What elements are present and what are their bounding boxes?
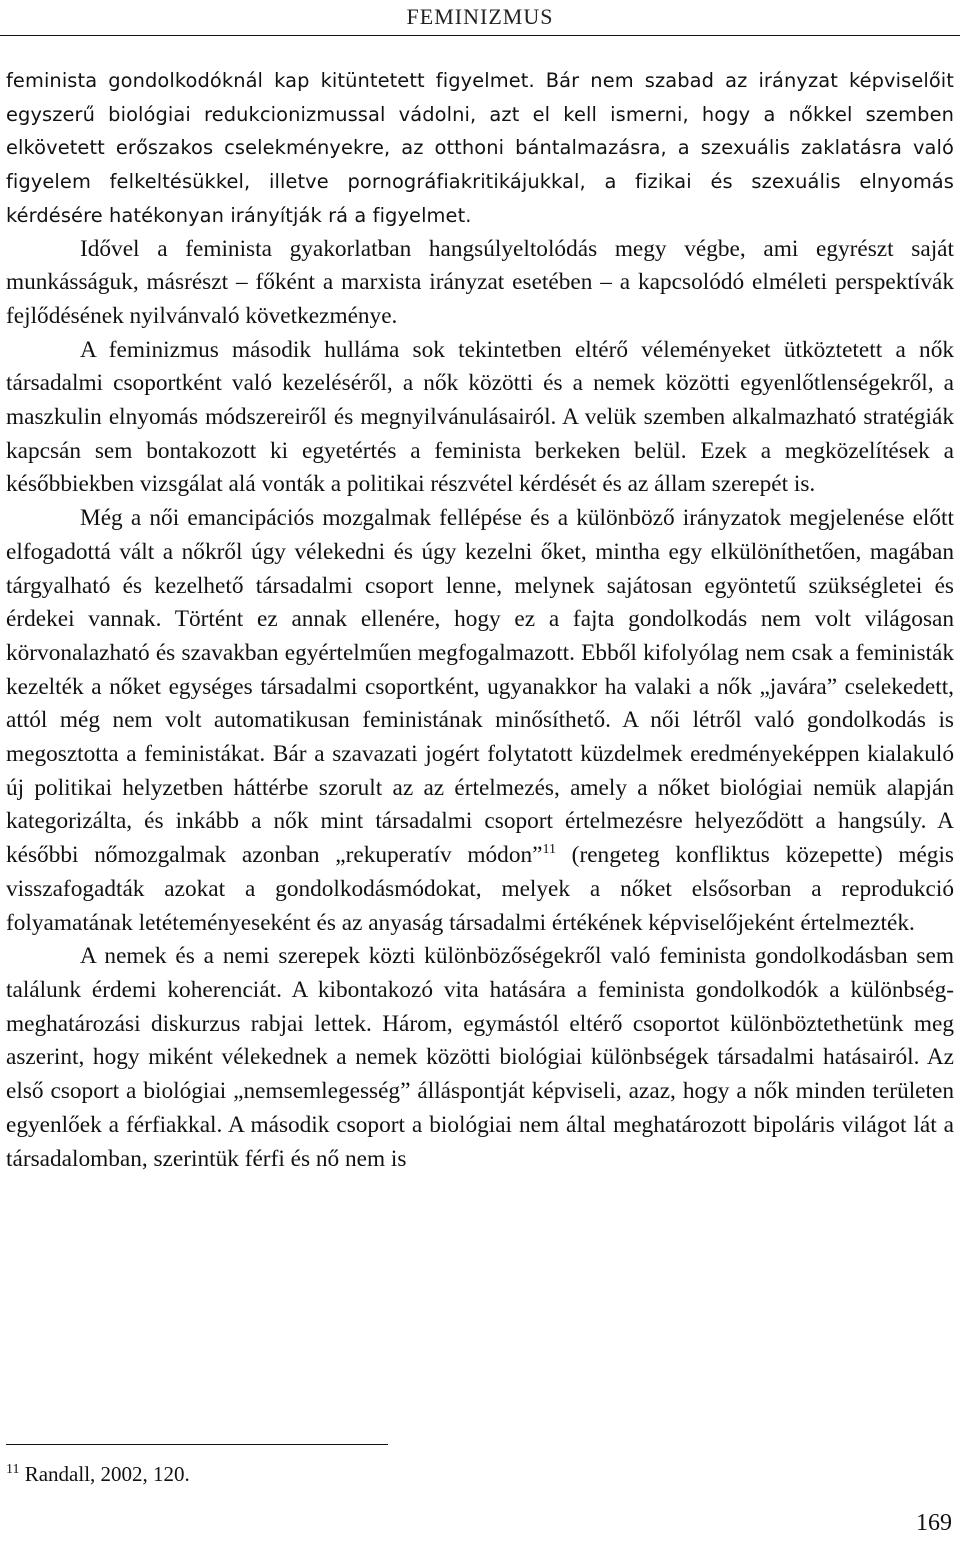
footnote-reference: 11 [542, 842, 556, 858]
running-header: FEMINIZMUS [406, 4, 554, 29]
paragraph-text: (rengeteg konfliktus közepette) mégis visszafogadták azokat a gondolkodásmódokat, melyek a nőket elsősorban a reprodukció folyamatának letéteményeseként és az anyaság társadalmi értékének képviselőjeként értelmezték. [6, 842, 954, 936]
paragraph-continuation: feminista gondolkodóknál kap kitüntetett figyelmet. Bár nem szabad az irányzat képviselőit egyszerű biológiai redukcionizmussal vádolni, azt el kell ismerni, hogy a nőkkel szemben elkövetett erőszakos cselekményekre, az otthoni bántalmazásra, a szexuális zaklatásra való figyelem felkeltésükkel, illetve pornográfiakritikájukkal, a fizikai és szexuális elnyomás kérdésére hatékonyan irányítják rá a figyelmet. [6, 69, 954, 227]
page-number: 169 [916, 1510, 952, 1536]
footnote-number: 11 [6, 1462, 20, 1477]
paragraph: A nemek és a nemi szerepek közti különbözőségekről való feminista gondolkodásban sem találunk érdemi koherenciát. A kibontakozó vita hatására a feminista gondolkodók a különbség-meghatározási diskurzus rabjai lettek. Három, egymástól eltérő csoportot különböztethetünk meg aszerint, hogy miként vélekednek a nemek közötti biológiai különbségek társadalmi hatásairól. Az első csoport a biológiai „nemsemlegesség” álláspontját képviseli, azaz, hogy a nők minden területen egyenlőek a férfiakkal. A második csoport a biológiai nem által meghatározott bipoláris világot lát a társadalomban, szerintük férfi és nő nem is [6, 943, 954, 1172]
body-text [6, 64, 954, 1176]
footnote-text: Randall, 2002, 120. [19, 1462, 190, 1486]
header-rule [0, 35, 960, 36]
paragraph: A feminizmus második hulláma sok tekintetben eltérő véleményeket ütköztetett a nők társadalmi csoportként való kezeléséről, a nők közötti és a nemek közötti egyenlőtlenségekről, a maszkulin elnyomás módszereiről és megnyilvánulásairól. A velük szemben alkalmazható stratégiák kapcsán sem bontakozott ki egyetértés a feminista berkeken belül. Ezek a megközelítések a későbbiekben vizsgálat alá vonták a politikai részvétel kérdését és az állam szerepét is. [6, 336, 954, 498]
paragraph [6, 502, 954, 940]
footnote-rule [6, 1444, 388, 1445]
paragraph-text: Még a női emancipációs mozgalmak fellépése és a különböző irányzatok megjelenése előtt elfogadottá vált a nőkről úgy vélekedni és úgy kezelni őket, mintha egy elkülöníthetően, magában tárgyalható és kezelhető társadalmi csoport lenne, melynek sajátosan egyöntetű szükségletei és érdekei vannak. Történt ez annak ellenére, hogy ez a fajta gondolkodás nem volt világosan körvonalazható és szavakban egyértelműen megfogalmazott. Ebből kifolyólag nem csak a feministák kezelték a nőket egységes társadalmi csoportként, ugyanakkor ha valaki a nők „javára” cselekedett, attól még nem volt automatikusan feministának minősíthető. A női létről való gondolkodás is megosztotta a feministákat. Bár a szavazati jogért folytatott küzdelmek eredményeképpen kialakuló új politikai helyzetben háttérbe szorult az az értelmezés, amely a nőket biológiai nemük alapján kategorizálta, és inkább a nők mint társadalmi csoport értelmezésre helyeződött a hangsúly. A későbbi nőmozgalmak azonban „rekuperatív módon” [6, 505, 954, 869]
footnote [6, 1460, 906, 1488]
paragraph: Idővel a feminista gyakorlatban hangsúlyeltolódás megy végbe, ami egyrészt saját munkásságuk, másrészt – főként a marxista irányzat esetében – a kapcsolódó elméleti perspektívák fejlődésének nyilvánvaló következménye. [6, 235, 954, 329]
